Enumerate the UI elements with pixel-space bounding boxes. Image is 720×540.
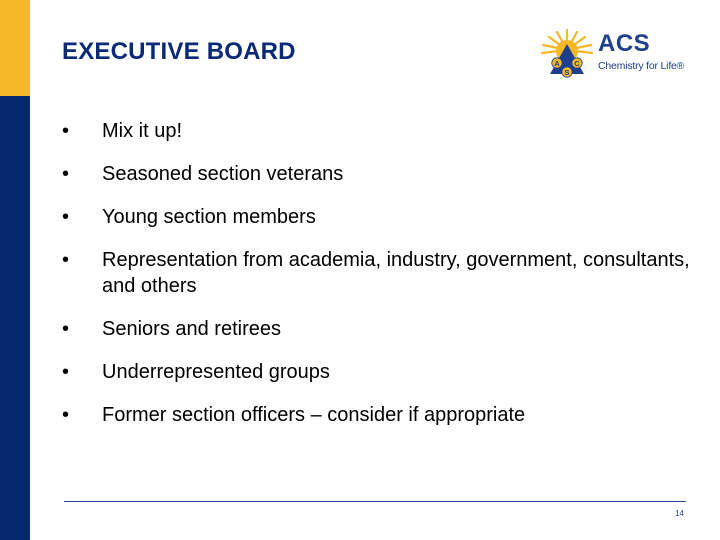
acs-emblem-icon [540,28,594,80]
bullet-dot: • [62,404,70,426]
bullet-dot: • [62,361,70,383]
bullet-dot: • [62,318,70,340]
emblem-letter-a: A [554,59,560,68]
sidebar-accent-gold [0,0,30,96]
bullet-text: Underrepresented groups [102,361,330,383]
bullet-item [62,118,702,144]
bullet-text: Seniors and retirees [102,318,281,340]
bullet-dot: • [62,163,70,185]
logo-wordmark: ACS [598,30,651,57]
sidebar-accent-blue [0,96,30,540]
bullet-text: Mix it up! [102,120,183,142]
bullet-item [62,359,702,385]
acs-logo [540,28,690,80]
emblem-letter-c: C [574,59,580,68]
bullet-text: Seasoned section veterans [102,163,344,185]
bullet-item [62,316,702,342]
footer-divider [64,501,686,502]
bullet-dot: • [62,206,70,228]
bullet-dot: • [62,120,70,142]
bullet-item [62,402,702,428]
slide-title: EXECUTIVE BOARD [62,38,296,65]
bullet-item [62,161,702,187]
bullet-dot: • [62,249,70,271]
bullet-text: Former section officers – consider if appropriate [102,404,526,426]
bullet-text: Young section members [102,206,316,228]
bullet-item [62,204,702,230]
bullet-list [62,118,702,445]
bullet-text: Representation from academia, industry, government, consultants, and others [102,249,690,297]
page-number: 14 [675,509,684,518]
bullet-item [62,247,702,299]
emblem-letter-s: S [564,68,570,77]
logo-tagline: Chemistry for Life® [598,60,685,72]
